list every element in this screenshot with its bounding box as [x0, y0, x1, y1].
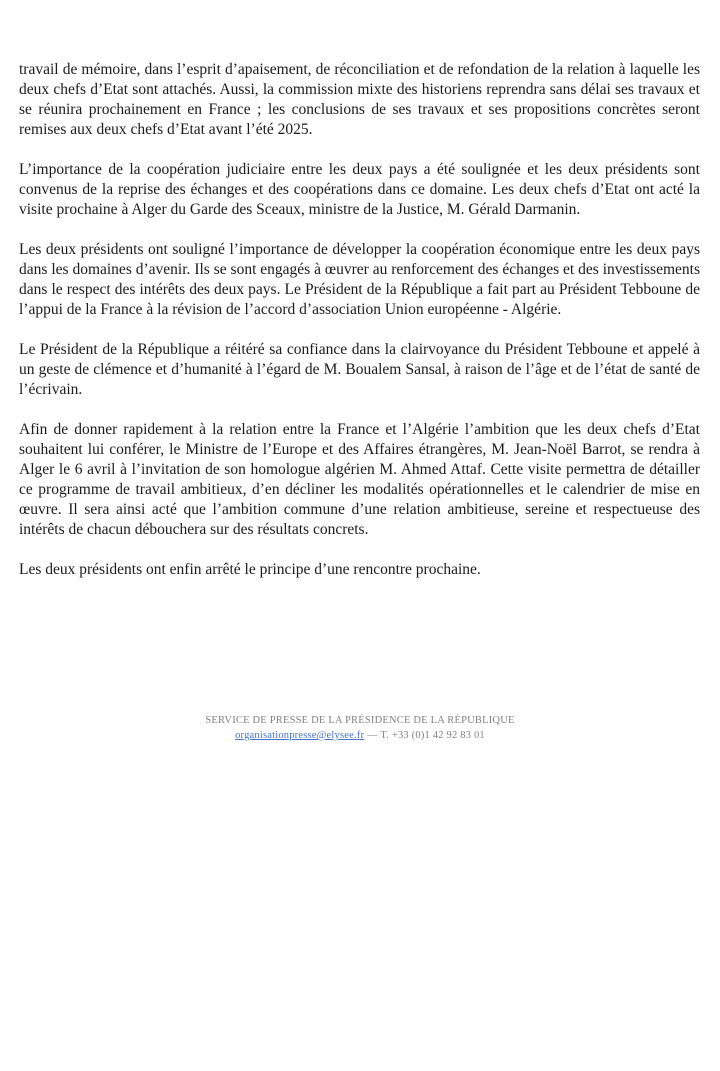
contact-line — [0, 728, 720, 743]
press-service-title: SERVICE DE PRESSE DE LA PRÉSIDENCE DE LA RÉPUBLIQUE — [205, 715, 515, 726]
phone-text: — T. +33 (0)1 42 92 83 01 — [364, 730, 485, 741]
press-release-body — [19, 60, 700, 600]
paragraph: Les deux présidents ont enfin arrêté le principe d’une rencontre prochaine. — [19, 561, 481, 578]
paragraph: Le Président de la République a réitéré sa confiance dans la clairvoyance du Président Tebboune et appelé à un geste de clémence et d’humanité à l’égard de M. Boualem Sansal, à raison de l’âge et de l’état de santé de l’écrivain. — [19, 341, 700, 398]
paragraph: L’importance de la coopération judiciaire entre les deux pays a été soulignée et les deux présidents sont convenus de la reprise des échanges et des coopérations dans ce domaine. Les deux chefs d’Etat ont acté la visite prochaine à Alger du Garde des Sceaux, ministre de la Justice, M. Gérald Darmanin. — [19, 161, 700, 218]
paragraph: travail de mémoire, dans l’esprit d’apaisement, de réconciliation et de refondation de la relation à laquelle les deux chefs d’Etat sont attachés. Aussi, la commission mixte des historiens reprendra sans délai ses travaux et se réunira prochainement en France ; les conclusions de ses travaux et ses propositions concrètes seront remises aux deux chefs d’Etat avant l’été 2025. — [19, 61, 700, 138]
paragraph: Afin de donner rapidement à la relation entre la France et l’Algérie l’ambition que les deux chefs d’Etat souhaitent lui conférer, le Ministre de l’Europe et des Affaires étrangères, M. Jean-Noël Barrot, se rendra à Alger le 6 avril à l’invitation de son homologue algérien M. Ahmed Attaf. Cette visite permettra de détailler ce programme de travail ambitieux, d’en décliner les modalités opérationnelles et le calendrier de mise en œuvre. Il sera ainsi acté que l’ambition commune d’une relation ambitieuse, sereine et respectueuse des intérêts de chacun débouchera sur des résultats concrets. — [19, 421, 700, 538]
paragraph: Les deux présidents ont souligné l’importance de développer la coopération économique entre les deux pays dans les domaines d’avenir. Ils se sont engagés à œuvrer au renforcement des échanges et des investissements dans le respect des intérêts des deux pays. Le Président de la République a fait part au Président Tebboune de l’appui de la France à la révision de l’accord d’association Union européenne - Algérie. — [19, 241, 700, 318]
page-footer — [0, 713, 720, 743]
email-link[interactable]: organisationpresse@elysee.fr — [235, 730, 365, 741]
